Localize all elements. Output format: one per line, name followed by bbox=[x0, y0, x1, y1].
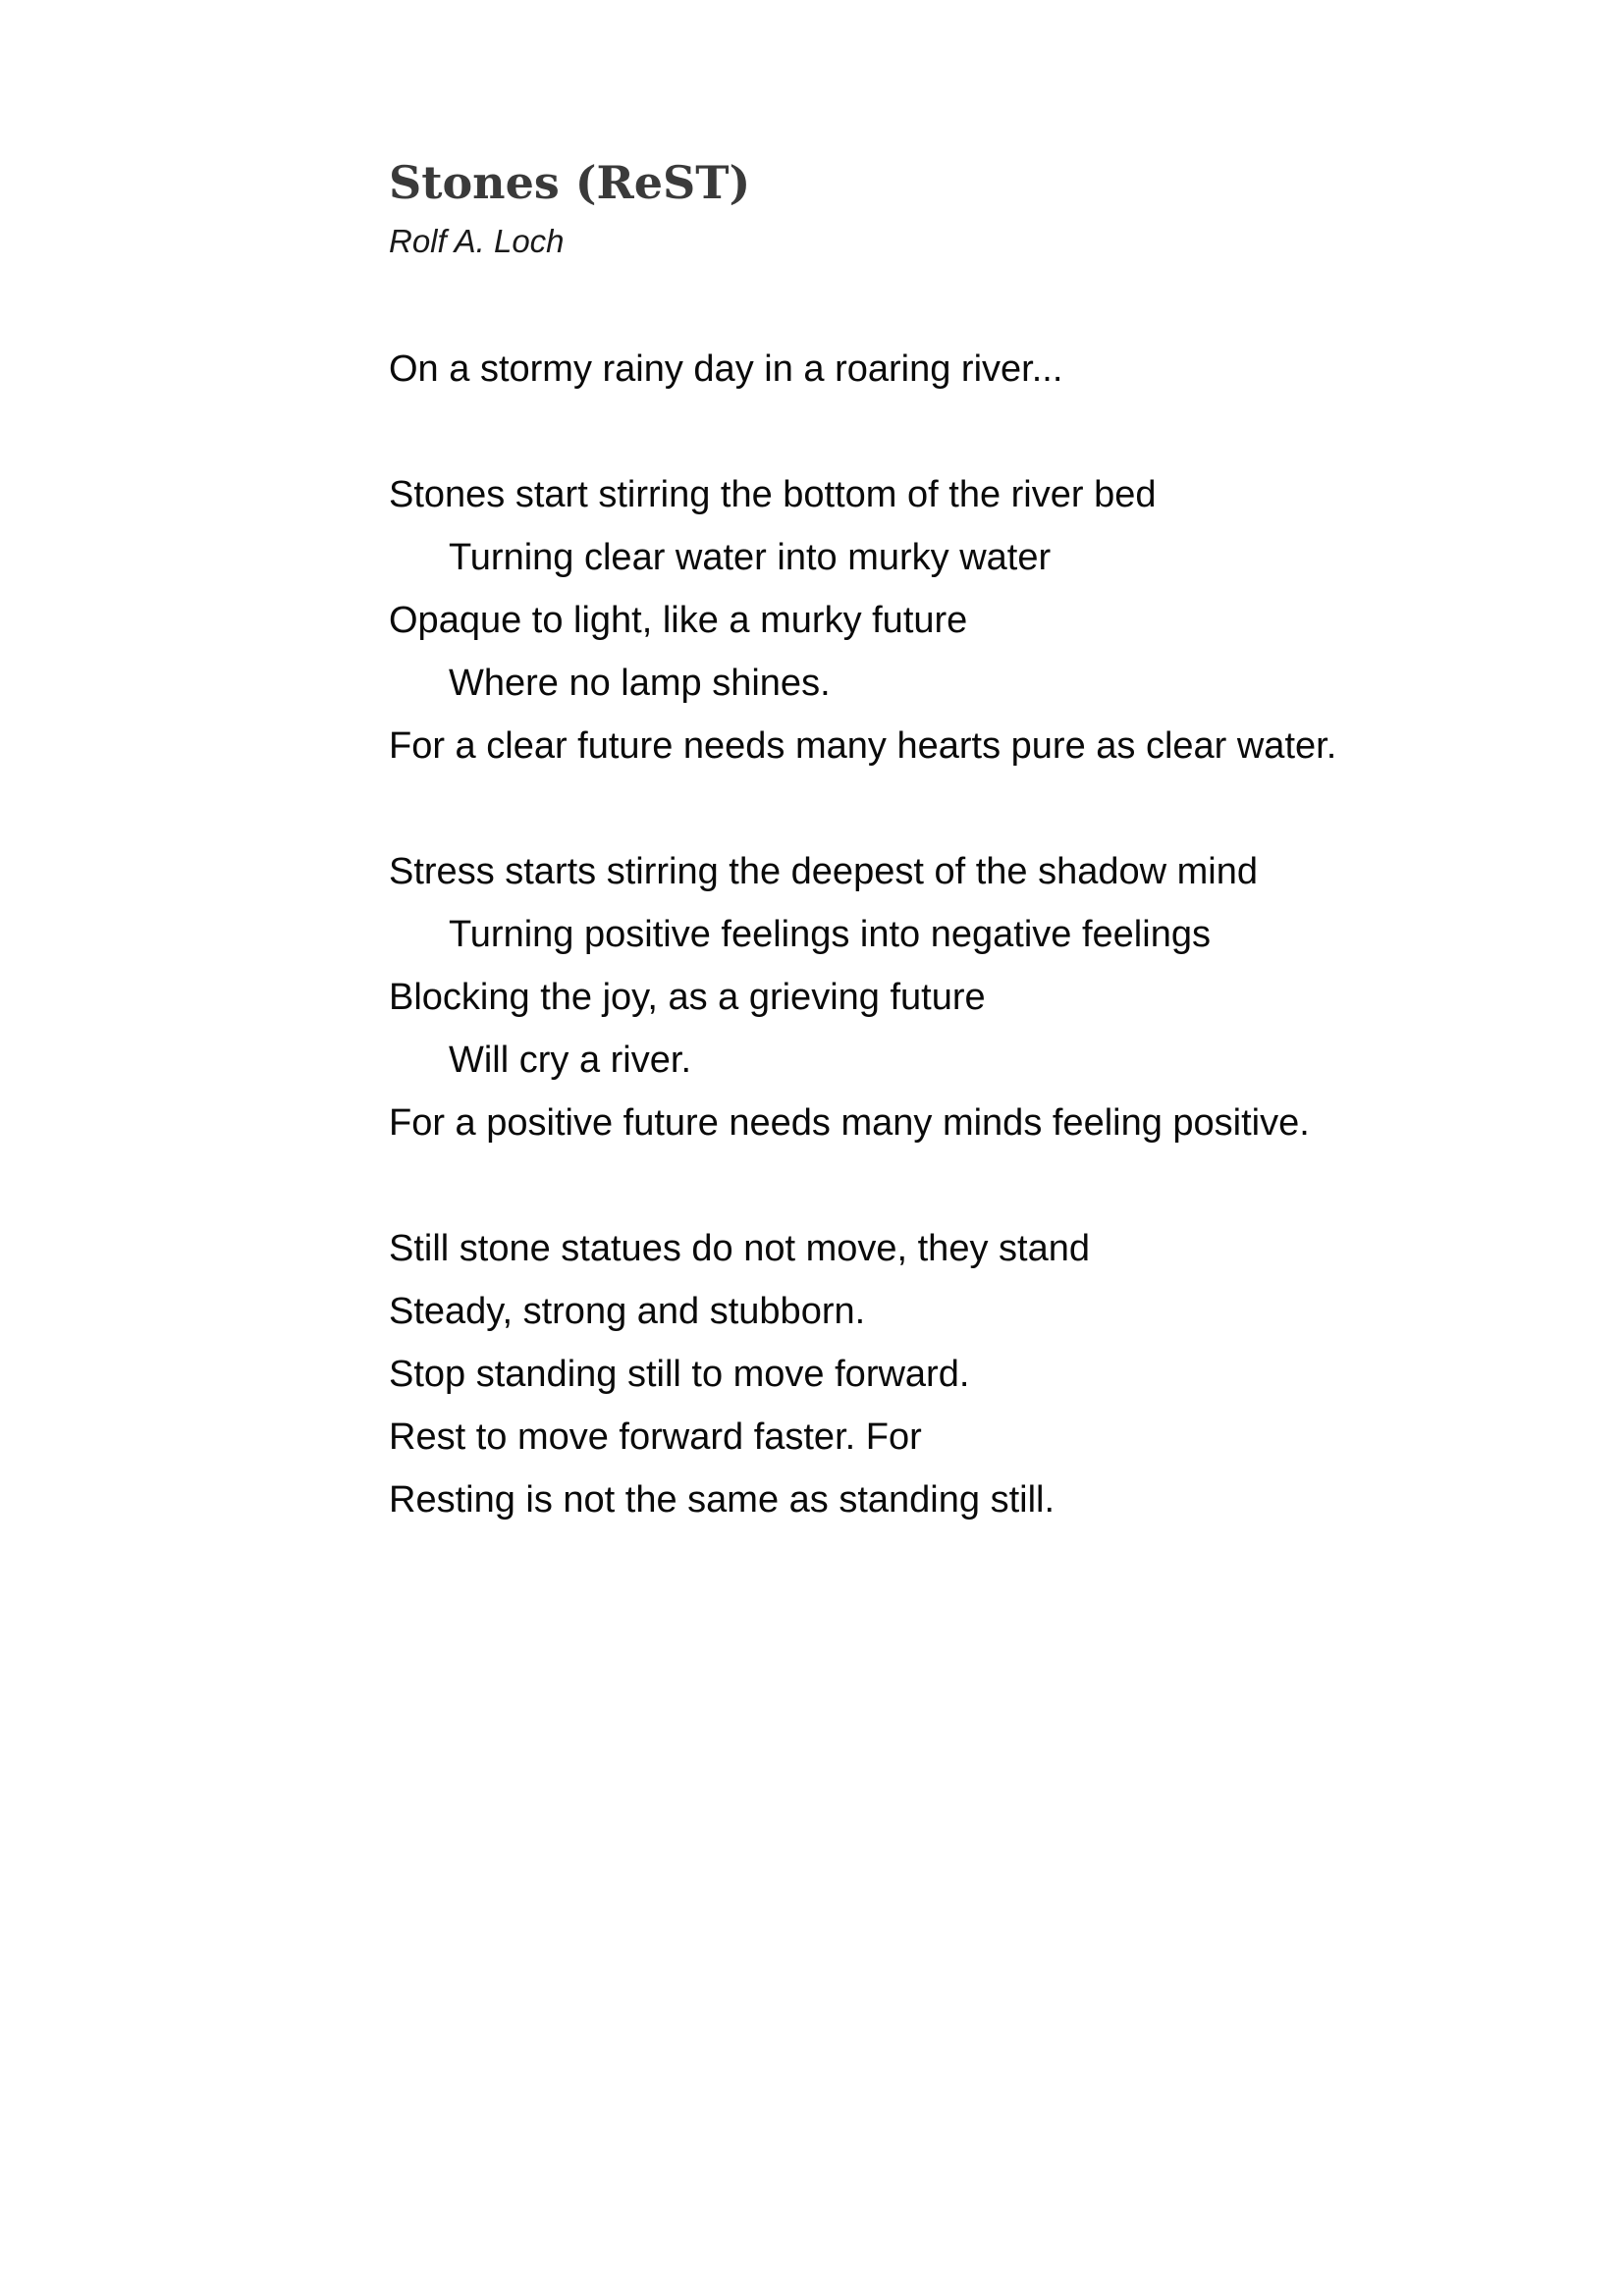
poem-body bbox=[389, 338, 1518, 1531]
poem-line: Stress starts stirring the deepest of the shadow mind bbox=[389, 851, 1258, 892]
poem-line-indented: Where no lamp shines. bbox=[449, 663, 831, 704]
poem-line: Rest to move forward faster. For bbox=[389, 1416, 922, 1458]
poem-line: On a stormy rainy day in a roaring river... bbox=[389, 348, 1063, 390]
poem-line-indented: Will cry a river. bbox=[449, 1040, 691, 1081]
stanza-gap bbox=[389, 1154, 1518, 1217]
stanza-2 bbox=[389, 463, 1518, 777]
poem-author: Rolf A. Loch bbox=[389, 223, 565, 259]
poem-line: Blocking the joy, as a grieving future bbox=[389, 977, 986, 1018]
poem-line: Still stone statues do not move, they stand bbox=[389, 1228, 1090, 1269]
poem-line: Stop standing still to move forward. bbox=[389, 1354, 970, 1395]
poem-line: Opaque to light, like a murky future bbox=[389, 600, 968, 641]
poem-title: Stones (ReST) bbox=[389, 156, 751, 209]
poem-line: Resting is not the same as standing still. bbox=[389, 1479, 1056, 1521]
stanza-4 bbox=[389, 1217, 1518, 1531]
poem-line: For a clear future needs many hearts pure as clear water. bbox=[389, 725, 1337, 767]
stanza-3 bbox=[389, 840, 1518, 1154]
poem-line-indented: Turning clear water into murky water bbox=[449, 537, 1052, 578]
poem-line: Steady, strong and stubborn. bbox=[389, 1291, 866, 1332]
poem-line-indented: Turning positive feelings into negative feelings bbox=[449, 914, 1211, 955]
stanza-gap bbox=[389, 777, 1518, 840]
stanza-gap bbox=[389, 400, 1518, 463]
stanza-1 bbox=[389, 338, 1518, 400]
poem-line: Stones start stirring the bottom of the river bed bbox=[389, 474, 1157, 515]
poem-line: For a positive future needs many minds feeling positive. bbox=[389, 1102, 1310, 1144]
